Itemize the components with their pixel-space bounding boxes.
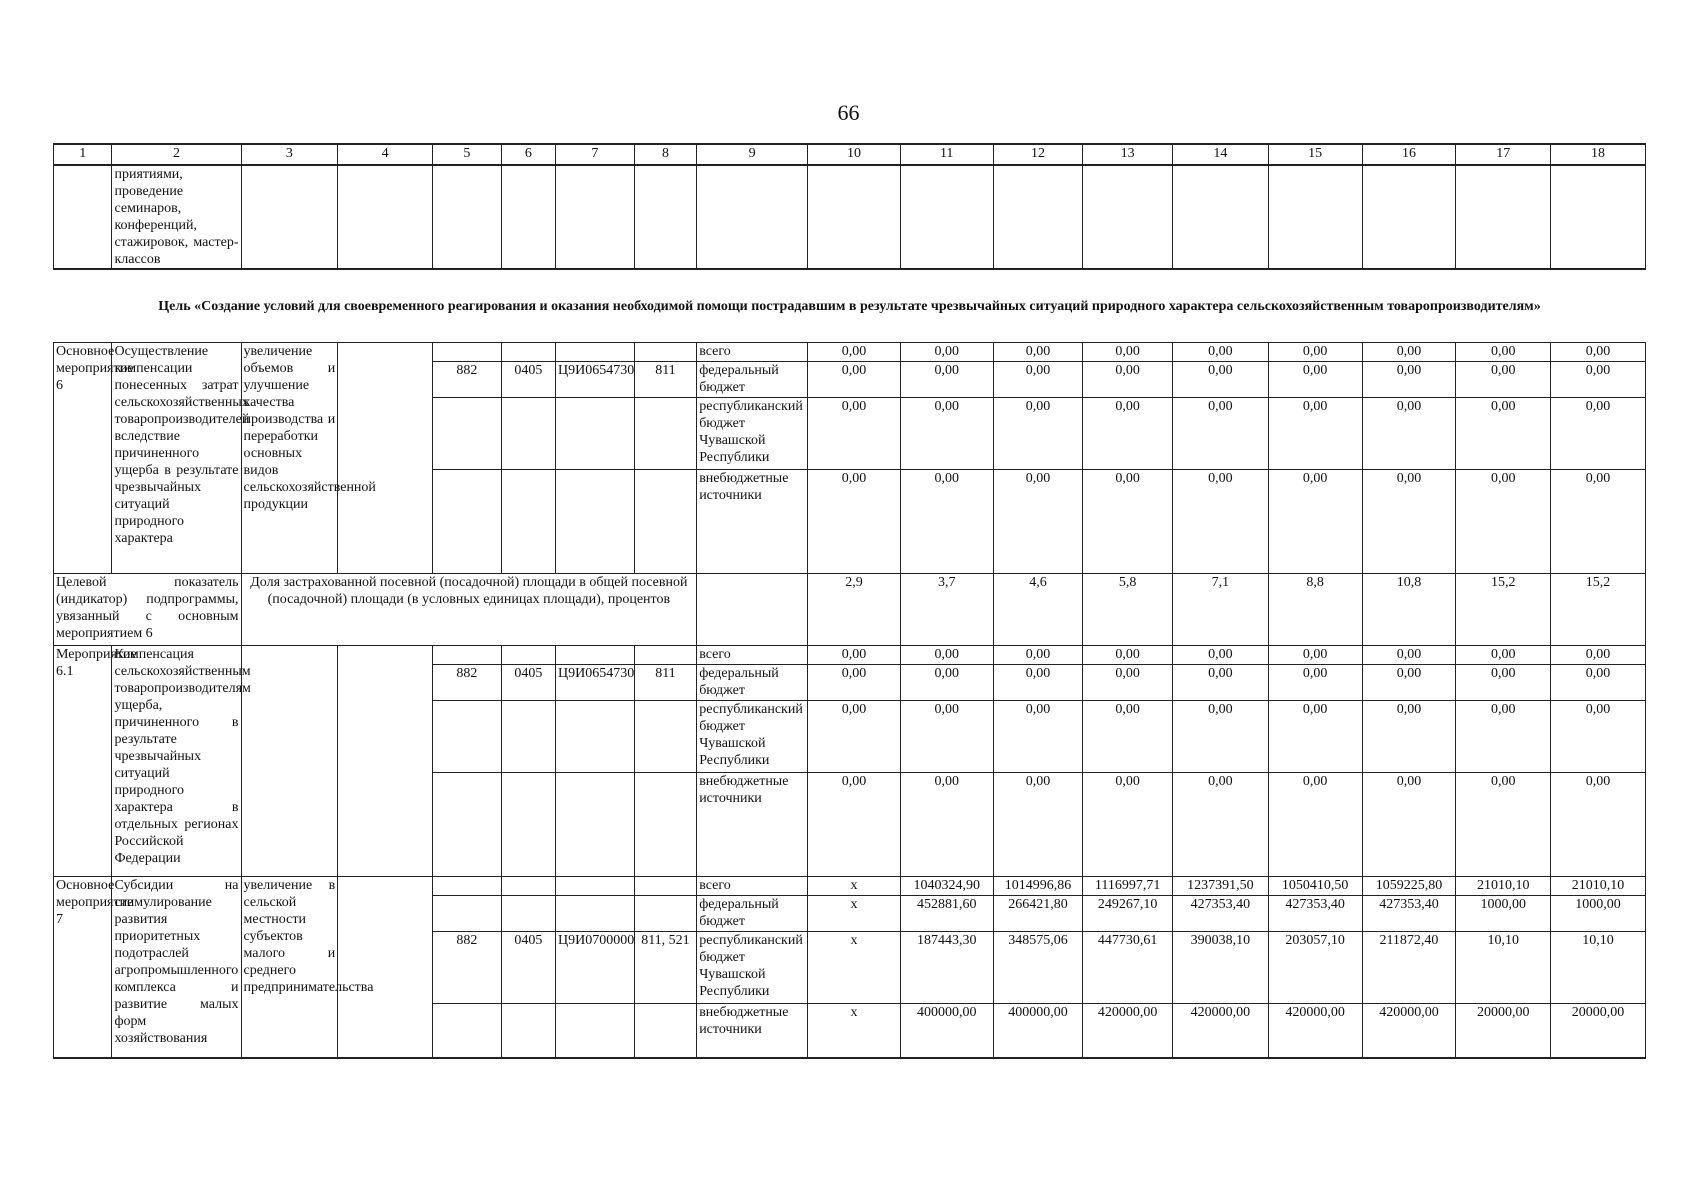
source-label: всего bbox=[697, 343, 808, 362]
value-cell: 0,00 bbox=[1551, 470, 1646, 574]
goal-row bbox=[54, 269, 1646, 343]
value-cell: 0,00 bbox=[1268, 701, 1362, 773]
source-label: республиканский бюджет Чувашской Республики bbox=[697, 932, 808, 1004]
value-cell: 0,00 bbox=[1268, 343, 1362, 362]
value-cell: 427353,40 bbox=[1362, 896, 1456, 932]
csr-code: Ц9И0654730 bbox=[556, 362, 635, 398]
value-cell: 0,00 bbox=[900, 362, 993, 398]
value-cell: 0,00 bbox=[1173, 646, 1269, 665]
value-cell: 0,00 bbox=[808, 773, 901, 877]
value-cell: 0,00 bbox=[1456, 665, 1551, 701]
indicator-value: 8,8 bbox=[1268, 574, 1362, 646]
value-cell: 1050410,50 bbox=[1268, 877, 1362, 896]
value-cell: 0,00 bbox=[1083, 665, 1173, 701]
value-cell: 203057,10 bbox=[1268, 932, 1362, 1004]
value-cell: 0,00 bbox=[808, 362, 901, 398]
source-label: внебюджетные источники bbox=[697, 773, 808, 877]
vr-code: 811, 521 bbox=[634, 932, 697, 1004]
value-cell: 0,00 bbox=[1551, 362, 1646, 398]
block7-result: увеличение в сельской местности субъектов малого и среднего предпринимательства bbox=[241, 877, 338, 1058]
block61-name: Мероприятие 6.1 bbox=[54, 646, 112, 877]
value-cell: 1014996,86 bbox=[993, 877, 1083, 896]
header-cell: 10 bbox=[808, 144, 901, 165]
value-cell: 0,00 bbox=[993, 343, 1083, 362]
block7-description: Субсидии на стимулирование развития приоритетных подотраслей агропромышленного комплекса и развитие малых форм хозяйствования bbox=[112, 877, 241, 1058]
header-cell: 2 bbox=[112, 144, 241, 165]
value-cell: 0,00 bbox=[1083, 646, 1173, 665]
value-cell: 1116997,71 bbox=[1083, 877, 1173, 896]
source-label: всего bbox=[697, 877, 808, 896]
continuation-row bbox=[54, 165, 1646, 269]
page-number: 66 bbox=[837, 100, 860, 125]
value-cell: 0,00 bbox=[993, 362, 1083, 398]
value-cell: 0,00 bbox=[1362, 773, 1456, 877]
value-cell: 0,00 bbox=[993, 665, 1083, 701]
value-cell: 0,00 bbox=[1456, 646, 1551, 665]
indicator-value: 5,8 bbox=[1083, 574, 1173, 646]
indicator-value: 7,1 bbox=[1173, 574, 1269, 646]
value-cell: 0,00 bbox=[808, 398, 901, 470]
header-cell: 12 bbox=[993, 144, 1083, 165]
value-cell: х bbox=[808, 896, 901, 932]
value-cell: 0,00 bbox=[1456, 362, 1551, 398]
indicator-label: Целевой показатель (индикатор) подпрограммы, увязанный с основным мероприятием 6 bbox=[54, 574, 242, 646]
value-cell: 0,00 bbox=[1083, 470, 1173, 574]
value-cell: 0,00 bbox=[1173, 398, 1269, 470]
header-cell: 1 bbox=[54, 144, 112, 165]
value-cell: 0,00 bbox=[1362, 701, 1456, 773]
rz-code: 0405 bbox=[501, 362, 555, 398]
value-cell: 0,00 bbox=[1362, 362, 1456, 398]
value-cell: 0,00 bbox=[900, 470, 993, 574]
value-cell: 348575,06 bbox=[993, 932, 1083, 1004]
block61-row-total bbox=[54, 646, 1646, 665]
value-cell: 0,00 bbox=[900, 701, 993, 773]
value-cell: 447730,61 bbox=[1083, 932, 1173, 1004]
header-cell: 15 bbox=[1268, 144, 1362, 165]
value-cell: 0,00 bbox=[900, 665, 993, 701]
header-cell: 14 bbox=[1173, 144, 1269, 165]
header-cell: 16 bbox=[1362, 144, 1456, 165]
value-cell: х bbox=[808, 877, 901, 896]
indicator-value: 4,6 bbox=[993, 574, 1083, 646]
source-label: федеральный бюджет bbox=[697, 665, 808, 701]
value-cell: 427353,40 bbox=[1173, 896, 1269, 932]
value-cell: 0,00 bbox=[993, 701, 1083, 773]
indicator-value: 10,8 bbox=[1362, 574, 1456, 646]
value-cell: 0,00 bbox=[1268, 646, 1362, 665]
value-cell: 10,10 bbox=[1551, 932, 1646, 1004]
source-label: внебюджетные источники bbox=[697, 1004, 808, 1058]
value-cell: 0,00 bbox=[900, 343, 993, 362]
value-cell: 1000,00 bbox=[1551, 896, 1646, 932]
value-cell: 20000,00 bbox=[1551, 1004, 1646, 1058]
grbs-code: 882 bbox=[433, 665, 502, 701]
value-cell: 0,00 bbox=[1173, 343, 1269, 362]
indicator-value: 15,2 bbox=[1456, 574, 1551, 646]
value-cell: 0,00 bbox=[808, 343, 901, 362]
value-cell: 249267,10 bbox=[1083, 896, 1173, 932]
value-cell: 0,00 bbox=[1083, 398, 1173, 470]
block7-row-total bbox=[54, 877, 1646, 896]
grbs-code: 882 bbox=[433, 362, 502, 398]
header-cell: 6 bbox=[501, 144, 555, 165]
value-cell: 0,00 bbox=[1551, 773, 1646, 877]
value-cell: 211872,40 bbox=[1362, 932, 1456, 1004]
value-cell: 0,00 bbox=[1456, 470, 1551, 574]
value-cell: 0,00 bbox=[1456, 343, 1551, 362]
value-cell: 0,00 bbox=[1173, 470, 1269, 574]
value-cell: 0,00 bbox=[1456, 398, 1551, 470]
value-cell: 21010,10 bbox=[1456, 877, 1551, 896]
value-cell: 0,00 bbox=[1456, 773, 1551, 877]
vr-code: 811 bbox=[634, 362, 697, 398]
value-cell: 0,00 bbox=[1173, 701, 1269, 773]
value-cell: 0,00 bbox=[808, 470, 901, 574]
header-cell: 17 bbox=[1456, 144, 1551, 165]
value-cell: 0,00 bbox=[1456, 701, 1551, 773]
value-cell: 1237391,50 bbox=[1173, 877, 1269, 896]
value-cell: 0,00 bbox=[808, 665, 901, 701]
value-cell: 0,00 bbox=[1173, 665, 1269, 701]
header-cell: 8 bbox=[634, 144, 697, 165]
block61-description: Компенсация сельскохозяйственным товаропроизводителям ущерба, причиненного в результате чрезвычайных ситуаций природного характера в отдельных регионах Российской Федерации bbox=[112, 646, 241, 877]
rz-code: 0405 bbox=[501, 932, 555, 1004]
value-cell: 420000,00 bbox=[1083, 1004, 1173, 1058]
value-cell: 21010,10 bbox=[1551, 877, 1646, 896]
value-cell: 0,00 bbox=[1362, 398, 1456, 470]
value-cell: 0,00 bbox=[1083, 362, 1173, 398]
header-cell: 5 bbox=[433, 144, 502, 165]
block6-name: Основное мероприятие 6 bbox=[54, 343, 112, 574]
header-cell: 7 bbox=[556, 144, 635, 165]
value-cell: 0,00 bbox=[993, 398, 1083, 470]
source-label: внебюджетные источники bbox=[697, 470, 808, 574]
budget-table bbox=[53, 143, 1646, 1059]
value-cell: 420000,00 bbox=[1173, 1004, 1269, 1058]
value-cell: 0,00 bbox=[1083, 701, 1173, 773]
indicator-value: 3,7 bbox=[900, 574, 993, 646]
block6-row-total bbox=[54, 343, 1646, 362]
value-cell: 0,00 bbox=[1551, 646, 1646, 665]
value-cell: 0,00 bbox=[1268, 362, 1362, 398]
header-cell: 13 bbox=[1083, 144, 1173, 165]
continuation-text: приятиями, проведение семинаров, конференций, стажировок, мастер-классов bbox=[112, 165, 241, 269]
csr-code: Ц9И0700000 bbox=[556, 932, 635, 1004]
value-cell: 0,00 bbox=[1551, 343, 1646, 362]
value-cell: 20000,00 bbox=[1456, 1004, 1551, 1058]
value-cell: 1059225,80 bbox=[1362, 877, 1456, 896]
value-cell: 400000,00 bbox=[993, 1004, 1083, 1058]
value-cell: 0,00 bbox=[1173, 773, 1269, 877]
value-cell: 0,00 bbox=[1551, 398, 1646, 470]
value-cell: 0,00 bbox=[1362, 665, 1456, 701]
header-cell: 11 bbox=[900, 144, 993, 165]
source-label: всего bbox=[697, 646, 808, 665]
value-cell: 0,00 bbox=[1268, 773, 1362, 877]
header-cell: 3 bbox=[241, 144, 338, 165]
indicator-value: 15,2 bbox=[1551, 574, 1646, 646]
source-label: федеральный бюджет bbox=[697, 896, 808, 932]
value-cell: 0,00 bbox=[993, 470, 1083, 574]
value-cell: 0,00 bbox=[1268, 665, 1362, 701]
value-cell: 0,00 bbox=[1083, 773, 1173, 877]
header-cell: 18 bbox=[1551, 144, 1646, 165]
csr-code: Ц9И0654730 bbox=[556, 665, 635, 701]
value-cell: 400000,00 bbox=[900, 1004, 993, 1058]
value-cell: х bbox=[808, 1004, 901, 1058]
value-cell: 0,00 bbox=[1362, 343, 1456, 362]
value-cell: 266421,80 bbox=[993, 896, 1083, 932]
value-cell: 0,00 bbox=[900, 398, 993, 470]
header-cell: 9 bbox=[697, 144, 808, 165]
value-cell: 187443,30 bbox=[900, 932, 993, 1004]
header-row bbox=[54, 144, 1646, 165]
indicator-value: 2,9 bbox=[808, 574, 901, 646]
value-cell: 0,00 bbox=[1083, 343, 1173, 362]
block7-name: Основное мероприятие 7 bbox=[54, 877, 112, 1058]
vr-code: 811 bbox=[634, 665, 697, 701]
block6-description: Осуществление компенсации понесенных затрат сельскохозяйственных товаропроизводителей вследствие причиненного ущерба в результате чрезвычайных ситуаций природного характера bbox=[112, 343, 241, 574]
indicator-row bbox=[54, 574, 1646, 646]
value-cell: 420000,00 bbox=[1362, 1004, 1456, 1058]
header-cell: 4 bbox=[338, 144, 433, 165]
source-label: республиканский бюджет Чувашской Республики bbox=[697, 398, 808, 470]
value-cell: 0,00 bbox=[808, 646, 901, 665]
source-label: федеральный бюджет bbox=[697, 362, 808, 398]
value-cell: 1040324,90 bbox=[900, 877, 993, 896]
value-cell: 0,00 bbox=[900, 646, 993, 665]
value-cell: 1000,00 bbox=[1456, 896, 1551, 932]
value-cell: х bbox=[808, 932, 901, 1004]
rz-code: 0405 bbox=[501, 665, 555, 701]
value-cell: 427353,40 bbox=[1268, 896, 1362, 932]
value-cell: 0,00 bbox=[1362, 646, 1456, 665]
value-cell: 0,00 bbox=[993, 646, 1083, 665]
value-cell: 10,10 bbox=[1456, 932, 1551, 1004]
value-cell: 0,00 bbox=[993, 773, 1083, 877]
value-cell: 0,00 bbox=[1551, 701, 1646, 773]
goal-text: Цель «Создание условий для своевременного реагирования и оказания необходимой помощи пострадавшим в результате чрезвычайных ситуаций природного характера сельскохозяйственным товаропроизводителям» bbox=[54, 269, 1646, 343]
value-cell: 452881,60 bbox=[900, 896, 993, 932]
value-cell: 420000,00 bbox=[1268, 1004, 1362, 1058]
value-cell: 0,00 bbox=[1551, 665, 1646, 701]
value-cell: 0,00 bbox=[808, 701, 901, 773]
block6-result: увеличение объемов и улучшение качества производства и переработки основных видов сельскохозяйственной продукции bbox=[241, 343, 338, 574]
value-cell: 0,00 bbox=[1362, 470, 1456, 574]
source-label: республиканский бюджет Чувашской Республики bbox=[697, 701, 808, 773]
value-cell: 0,00 bbox=[1268, 470, 1362, 574]
value-cell: 0,00 bbox=[900, 773, 993, 877]
grbs-code: 882 bbox=[433, 932, 502, 1004]
indicator-text: Доля застрахованной посевной (посадочной) площади в общей посевной (посадочной) площади (в условных единицах площади), процентов bbox=[241, 574, 697, 646]
value-cell: 0,00 bbox=[1173, 362, 1269, 398]
value-cell: 390038,10 bbox=[1173, 932, 1269, 1004]
value-cell: 0,00 bbox=[1268, 398, 1362, 470]
